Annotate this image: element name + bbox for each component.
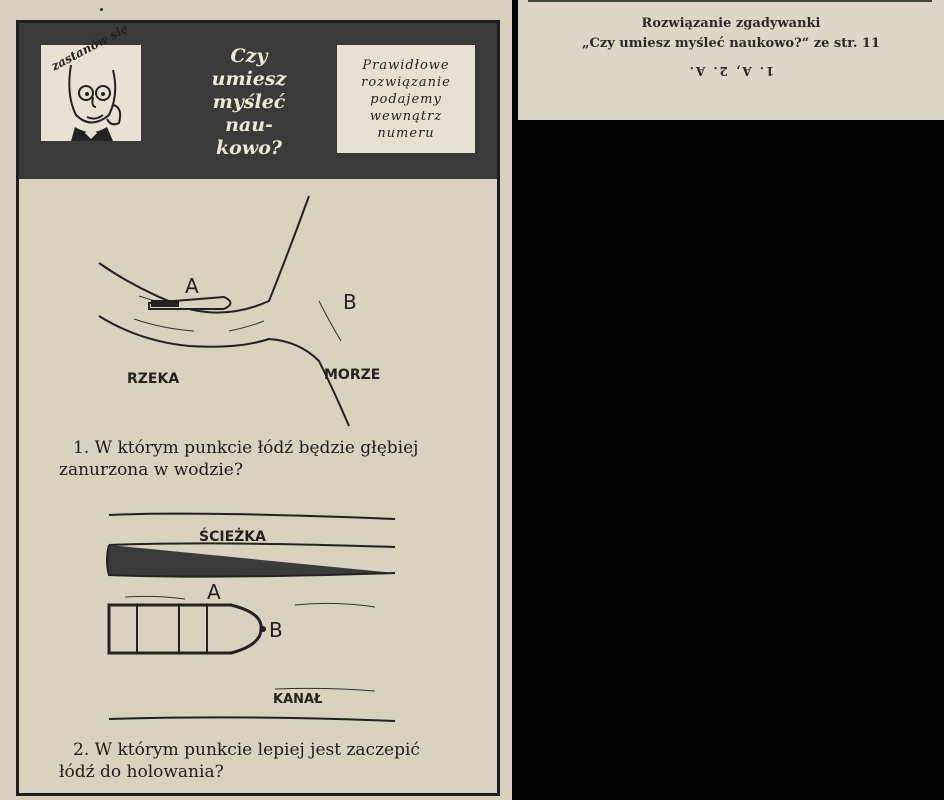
point-b-label: B xyxy=(269,618,283,642)
question-1-line: 1. W którym punkcie łódź będzie głębiej xyxy=(73,438,419,458)
puzzle-title xyxy=(169,45,329,160)
point-a-label: A xyxy=(207,580,221,604)
question-2-line: łódź do holowania? xyxy=(59,762,224,782)
canal-label: KANAŁ xyxy=(273,692,323,707)
question-2 xyxy=(59,739,499,783)
note-line: podajemy xyxy=(370,92,442,107)
note-line: Prawidłowe xyxy=(362,58,450,73)
note-line: wewnątrz xyxy=(369,109,443,124)
question-1-line: zanurzona w wodzie? xyxy=(59,460,243,480)
sea-label: MORZE xyxy=(324,367,381,383)
note-line: numeru xyxy=(377,126,435,141)
title-line: nau- xyxy=(225,114,273,136)
puzzle-header xyxy=(19,23,497,179)
river-sea-diagram xyxy=(79,191,479,441)
solution-title-line: „Czy umiesz myśleć naukowo?“ ze str. 11 xyxy=(582,36,880,51)
question-1 xyxy=(59,437,499,481)
point-b-label: B xyxy=(343,290,357,314)
question-2-line: 2. W którym punkcie lepiej jest zaczepić xyxy=(73,740,420,760)
answer-note-box xyxy=(337,45,475,153)
towpath-label: ŚCIEŻKA xyxy=(199,529,266,545)
river-label: RZEKA xyxy=(127,371,180,387)
solution-clipping xyxy=(518,0,944,120)
print-speck xyxy=(100,8,103,11)
solution-title-line: Rozwiązanie zgadywanki xyxy=(641,16,821,31)
thinking-man-logo xyxy=(41,21,141,141)
barge-icon xyxy=(109,605,261,653)
note-line: rozwiązanie xyxy=(361,75,451,90)
title-line: kowo? xyxy=(216,137,282,159)
point-a-label: A xyxy=(185,274,199,298)
towpath-bank xyxy=(107,545,395,577)
puzzle-frame xyxy=(16,20,500,796)
title-line: myśleć xyxy=(212,91,286,113)
canal-diagram xyxy=(95,501,415,725)
divider xyxy=(528,0,932,2)
title-line: umiesz xyxy=(211,68,287,90)
boat-cabin-icon xyxy=(151,300,179,307)
solution-heading xyxy=(518,14,944,54)
logo-caption: zastanów się xyxy=(49,21,131,74)
title-line: Czy xyxy=(230,45,268,67)
upside-down-answer: 1. A, 2. A. xyxy=(687,64,775,78)
